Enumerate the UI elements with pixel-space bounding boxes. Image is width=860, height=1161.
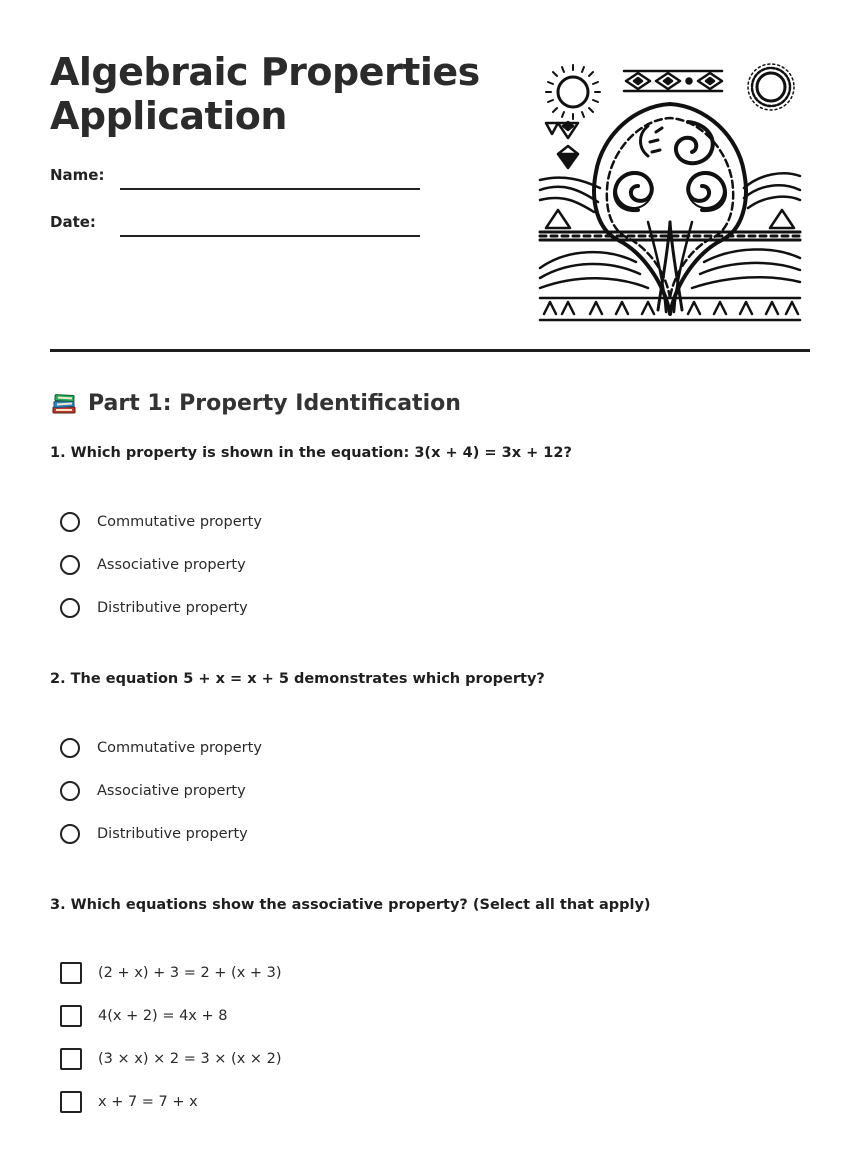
q3-option-3[interactable] <box>60 1046 282 1072</box>
option-label: Commutative property <box>97 514 262 530</box>
q2-option-associative[interactable] <box>60 778 246 804</box>
section-divider <box>50 349 810 352</box>
hills-icon <box>540 173 800 212</box>
lower-hills-icon <box>540 249 800 288</box>
diamond-band-icon <box>624 71 722 91</box>
question-2-prompt: 2. The equation 5 + x = x + 5 demonstrates which property? <box>50 671 545 687</box>
date-label: Date: <box>50 213 96 231</box>
option-label: x + 7 = 7 + x <box>98 1094 198 1110</box>
q3-option-1[interactable] <box>60 960 282 986</box>
q3-option-4[interactable] <box>60 1089 198 1115</box>
question-3-prompt: 3. Which equations show the associative property? (Select all that apply) <box>50 897 651 913</box>
name-label: Name: <box>50 166 105 184</box>
part-1-heading <box>50 386 461 420</box>
date-line[interactable] <box>120 235 420 237</box>
option-label: Commutative property <box>97 740 262 756</box>
option-label: Associative property <box>97 783 246 799</box>
q1-option-distributive[interactable] <box>60 595 248 621</box>
q1-radio-commutative[interactable] <box>60 512 80 532</box>
title-line-2: Application <box>50 94 287 138</box>
title-line-1: Algebraic Properties <box>50 50 480 94</box>
option-label: Distributive property <box>97 600 248 616</box>
q1-radio-associative[interactable] <box>60 555 80 575</box>
date-field[interactable] <box>50 207 420 237</box>
option-label: Associative property <box>97 557 246 573</box>
q3-checkbox-3[interactable] <box>60 1048 82 1070</box>
q1-radio-distributive[interactable] <box>60 598 80 618</box>
question-1-prompt: 1. Which property is shown in the equation: 3(x + 4) = 3x + 12? <box>50 445 572 461</box>
name-line[interactable] <box>120 188 420 190</box>
q2-radio-commutative[interactable] <box>60 738 80 758</box>
worksheet-title <box>50 50 510 138</box>
option-label: 4(x + 2) = 4x + 8 <box>98 1008 228 1024</box>
q3-checkbox-4[interactable] <box>60 1091 82 1113</box>
q1-option-associative[interactable] <box>60 552 246 578</box>
option-label: Distributive property <box>97 826 248 842</box>
spiral-tree-icon <box>594 104 746 314</box>
option-label: (2 + x) + 3 = 2 + (x + 3) <box>98 965 282 981</box>
q2-option-commutative[interactable] <box>60 735 262 761</box>
part-1-title: Part 1: Property Identification <box>88 390 461 416</box>
sun-right-icon <box>748 64 794 110</box>
q2-radio-distributive[interactable] <box>60 824 80 844</box>
q3-checkbox-2[interactable] <box>60 1005 82 1027</box>
option-label: (3 × x) × 2 = 3 × (x × 2) <box>98 1051 282 1067</box>
tribal-spiral-illustration <box>538 62 802 322</box>
books-icon <box>50 389 78 417</box>
q2-radio-associative[interactable] <box>60 781 80 801</box>
q3-checkbox-1[interactable] <box>60 962 82 984</box>
triangle-ornament-icon <box>546 122 794 228</box>
q2-option-distributive[interactable] <box>60 821 248 847</box>
q1-option-commutative[interactable] <box>60 509 262 535</box>
sun-left-icon <box>546 65 600 119</box>
name-field[interactable] <box>50 160 420 190</box>
q3-option-2[interactable] <box>60 1003 227 1029</box>
